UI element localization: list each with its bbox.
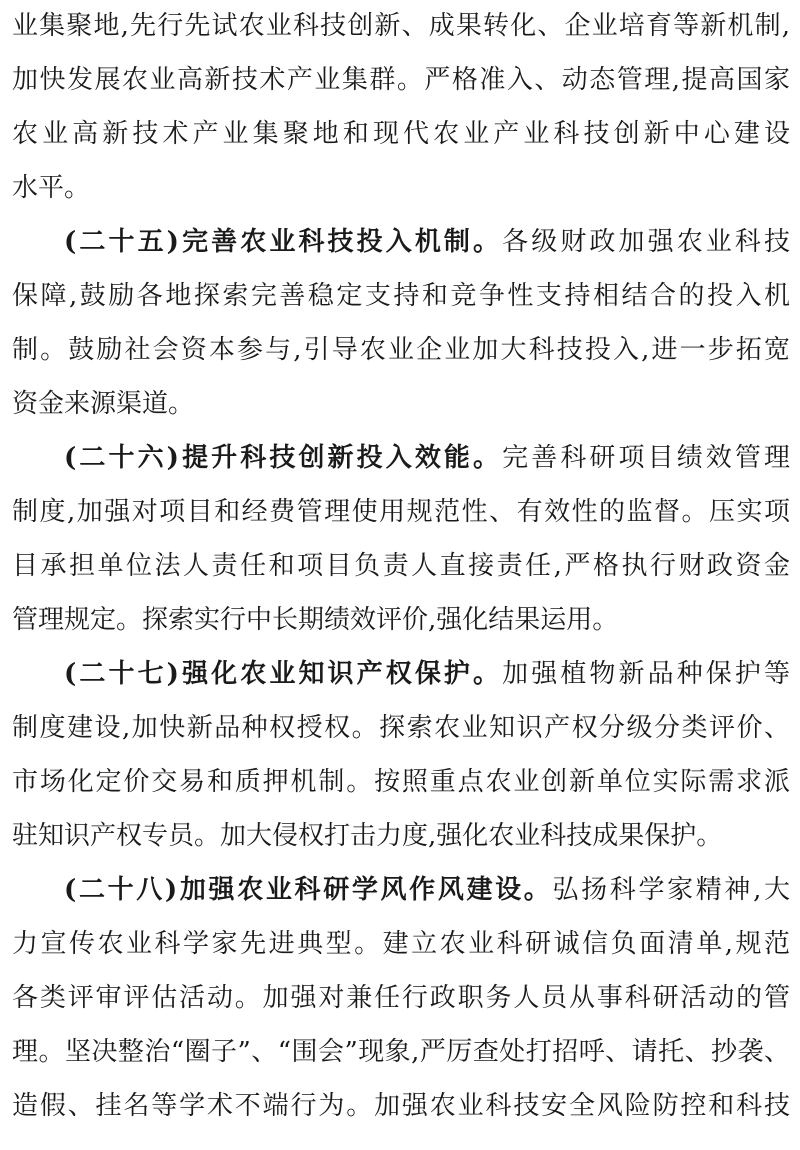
- section-heading: (二十七)强化农业知识产权保护。: [64, 659, 503, 689]
- text-line: 造假、挂名等学术不端行为。加强农业科技安全风险防控和科技: [12, 1091, 790, 1121]
- text-line: 目承担单位法人责任和项目负责人直接责任,严格执行财政资金: [12, 551, 790, 581]
- text-line: 制。鼓励社会资本参与,引导农业企业加大科技投入,进一步拓宽: [12, 335, 790, 365]
- text-line: 制度建设,加快新品种权授权。探索农业知识产权分级分类评价、: [12, 713, 790, 743]
- section-heading-line: (二十五)完善农业科技投入机制。各级财政加强农业科技: [64, 227, 790, 257]
- text-line: 市场化定价交易和质押机制。按照重点农业创新单位实际需求派: [12, 767, 790, 797]
- section-heading-line: (二十六)提升科技创新投入效能。完善科研项目绩效管理: [64, 443, 790, 473]
- text-line: 加快发展农业高新技术产业集群。严格准入、动态管理,提高国家: [12, 65, 790, 95]
- text-line: 农业高新技术产业集聚地和现代农业产业科技创新中心建设: [12, 119, 790, 149]
- text-line: 保障,鼓励各地探索完善稳定支持和竞争性支持相结合的投入机: [12, 281, 790, 311]
- section-heading: (二十六)提升科技创新投入效能。: [64, 443, 503, 473]
- text-line: 力宣传农业科学家先进典型。建立农业科研诚信负面清单,规范: [12, 929, 790, 959]
- text-line: 资金来源渠道。: [12, 389, 195, 419]
- text-line: 各类评审评估活动。加强对兼任行政职务人员从事科研活动的管: [12, 983, 790, 1013]
- section-heading-line: (二十八)加强农业科研学风作风建设。弘扬科学家精神,大: [64, 875, 790, 905]
- text-line: 理。坚决整治“圈子”、“围会”现象,严厉查处打招呼、请托、抄袭、: [12, 1037, 790, 1067]
- text-line: 管理规定。探索实行中长期绩效评价,强化结果运用。: [12, 605, 619, 635]
- text-line: 业集聚地,先行先试农业科技创新、成果转化、企业培育等新机制,: [12, 11, 790, 41]
- text-line: 制度,加强对项目和经费管理使用规范性、有效性的监督。压实项: [12, 497, 790, 527]
- text-line: 水平。: [12, 173, 91, 203]
- section-heading: (二十五)完善农业科技投入机制。: [64, 227, 503, 257]
- text-line: 驻知识产权专员。加大侵权打击力度,强化农业科技成果保护。: [12, 821, 723, 851]
- section-heading: (二十八)加强农业科研学风作风建设。: [64, 875, 553, 905]
- document-page: [12, 0, 790, 1150]
- section-heading-line: (二十七)强化农业知识产权保护。加强植物新品种保护等: [64, 659, 790, 689]
